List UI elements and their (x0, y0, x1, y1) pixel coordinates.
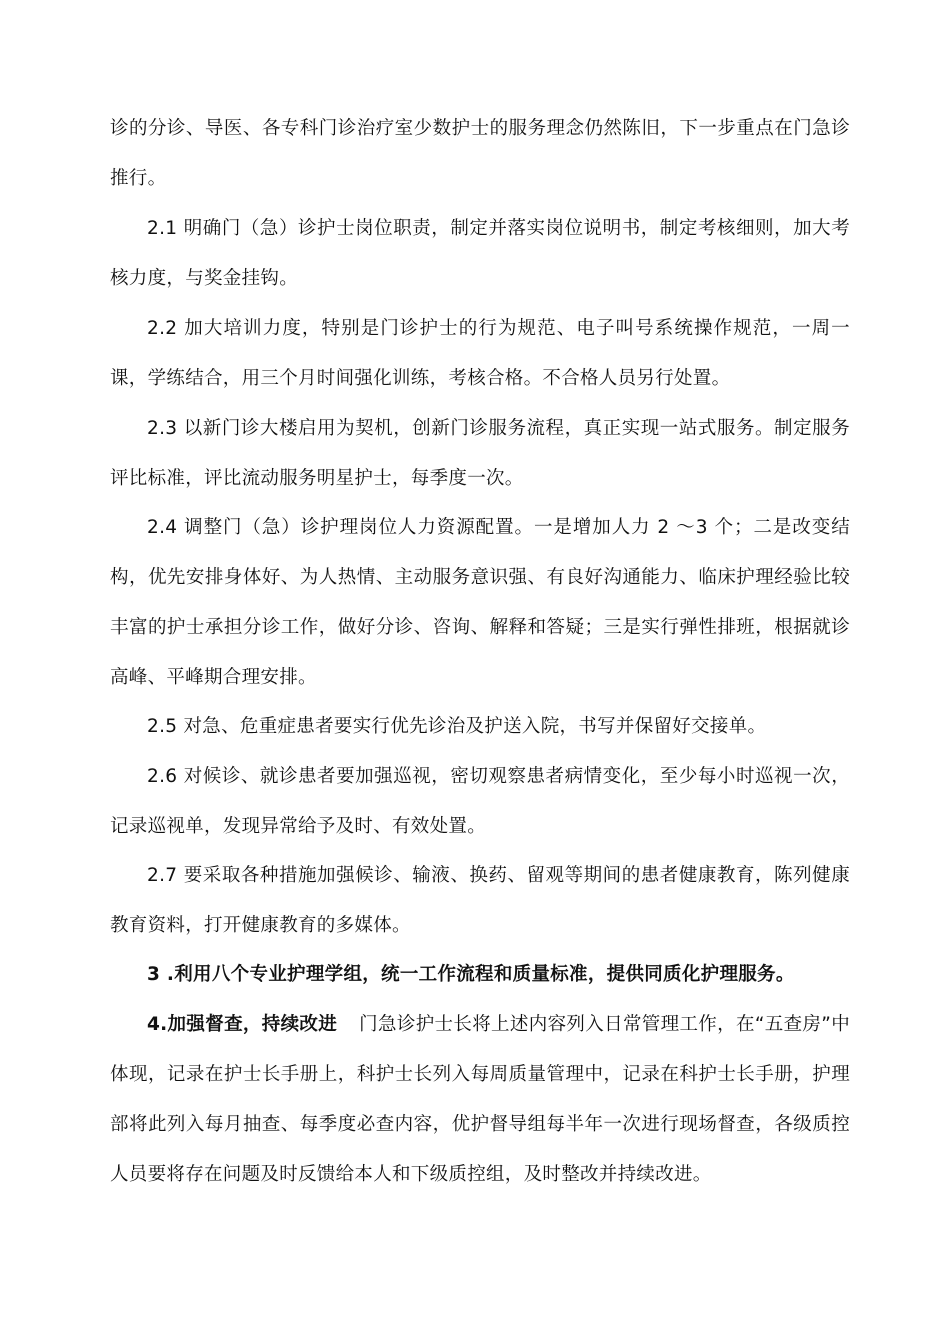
paragraph-2-6: 2.6 对候诊、就诊患者要加强巡视，密切观察患者病情变化，至少每小时巡视一次，记录巡视单，发现异常给予及时、有效处置。 (110, 766, 850, 837)
section-4-heading: 4.加强督查，持续改进 (147, 1014, 338, 1035)
paragraph-2-2: 2.2 加大培训力度，特别是门诊护士的行为规范、电子叫号系统操作规范，一周一课，学练结合，用三个月时间强化训练，考核合格。不合格人员另行处置。 (110, 318, 850, 389)
section-4-body: 门急诊护士长将上述内容列入日常管理工作，在“五查房”中体现，记录在护士长手册上，科护士长列入每周质量管理中，记录在科护士长手册，护理部将此列入每月抽查、每季度必查内容，优护督导组每半年一次进行现场督查，各级质控人员要将存在问题及时反馈给本人和下级质控组，及时整改并持续改进。 (110, 1014, 851, 1185)
paragraph-2-5: 2.5 对急、危重症患者要实行优先诊治及护送入院，书写并保留好交接单。 (147, 716, 767, 737)
paragraph-continuation: 诊的分诊、导医、各专科门诊治疗室少数护士的服务理念仍然陈旧，下一步重点在门急诊推行。 (110, 118, 850, 189)
paragraph-2-7: 2.7 要采取各种措施加强候诊、输液、换药、留观等期间的患者健康教育，陈列健康教育资料，打开健康教育的多媒体。 (110, 865, 850, 936)
paragraph-2-4: 2.4 调整门（急）诊护理岗位人力资源配置。一是增加人力 2 ～3 个；二是改变结构，优先安排身体好、为人热情、主动服务意识强、有良好沟通能力、临床护理经验比较丰富的护士承担分诊工作，做好分诊、咨询、解释和答疑；三是实行弹性排班，根据就诊高峰、平峰期合理安排。 (110, 517, 850, 688)
section-3-heading: 3 .利用八个专业护理学组，统一工作流程和质量标准，提供同质化护理服务。 (147, 964, 795, 985)
paragraph-2-1: 2.1 明确门（急）诊护士岗位职责，制定并落实岗位说明书，制定考核细则，加大考核力度，与奖金挂钩。 (110, 218, 850, 289)
paragraph-2-3: 2.3 以新门诊大楼启用为契机，创新门诊服务流程，真正实现一站式服务。制定服务评比标准，评比流动服务明星护士，每季度一次。 (110, 418, 850, 489)
paragraph-section-4 (110, 1000, 850, 1200)
